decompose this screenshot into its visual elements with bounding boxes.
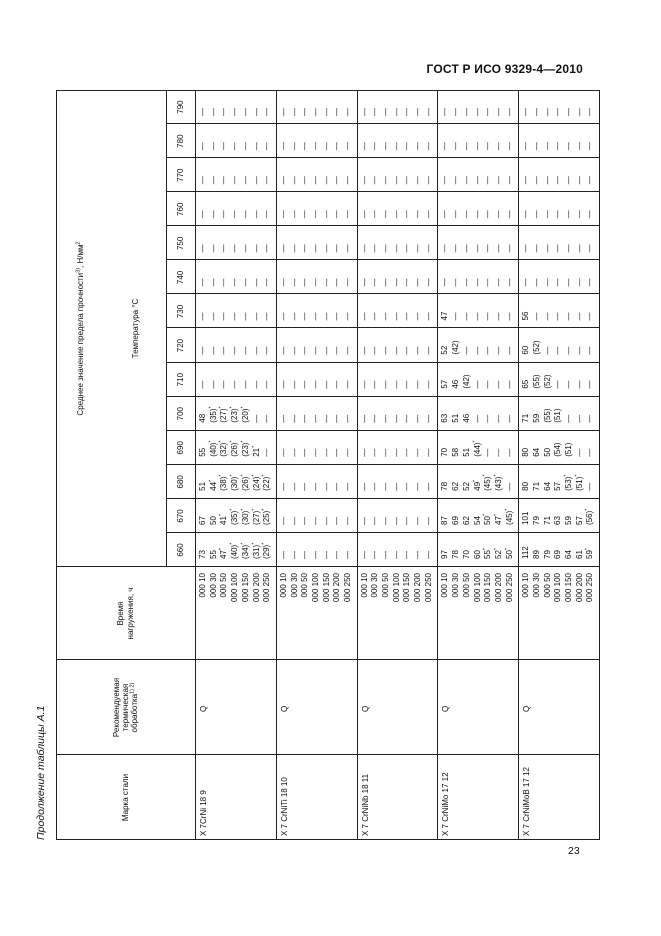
value-cell-2-730: — — — — — — — bbox=[359, 312, 433, 321]
value-cell-0-670: 67 50 41* (35)* (30)* (27)* (25)* bbox=[198, 508, 272, 525]
value-cell-4-740: — — — — — — — bbox=[521, 278, 595, 287]
value-cell-2-790: — — — — — — — bbox=[359, 108, 433, 117]
divider-temp-700 bbox=[166, 430, 600, 431]
heat-treatment-4: Q bbox=[522, 705, 532, 712]
value-cell-1-720: — — — — — — — bbox=[278, 346, 353, 355]
divider-temp-720 bbox=[166, 362, 600, 363]
value-cell-2-780: — — — — — — — bbox=[359, 142, 433, 151]
steel-grade-3: X 7 CrNiMo 17 12 bbox=[441, 772, 451, 836]
value-cell-0-690: 55 (40)* (32)* (26)* (23)* 21* — bbox=[198, 440, 272, 457]
value-cell-0-770: — — — — — — — bbox=[198, 176, 272, 185]
value-cell-3-730: 47 — — — — — — bbox=[440, 311, 514, 321]
value-cell-4-670: 101 79 71 63 59 57 (56)* bbox=[521, 508, 595, 525]
header-grade bbox=[56, 755, 195, 840]
value-cell-4-780: — — — — — — — bbox=[521, 142, 595, 151]
header-treatment-text: Рекомендуемая термическая обработка bbox=[111, 677, 140, 738]
header-time-label: Время нагружения, ч bbox=[116, 587, 135, 640]
value-cell-3-720: 52 (42) — — — — — bbox=[440, 340, 514, 355]
value-cell-1-740: — — — — — — — bbox=[278, 278, 353, 287]
header-strength-label bbox=[76, 241, 85, 415]
header-treatment-label bbox=[112, 666, 140, 749]
divider-temp-710 bbox=[166, 396, 600, 397]
value-cell-1-660: — — — — — — — bbox=[278, 551, 353, 559]
value-cell-3-680: 78 62 52 49* (45)* (43)* — bbox=[440, 474, 514, 491]
table-caption: Продолжение таблицы А.1 bbox=[35, 705, 47, 840]
table-border-top bbox=[56, 90, 57, 840]
header-temperature bbox=[106, 90, 166, 567]
value-cell-2-740: — — — — — — — bbox=[359, 278, 433, 287]
steel-grade-1: X 7 CrNiTi 18 10 bbox=[279, 777, 289, 836]
temp-header-770: 770 bbox=[175, 168, 185, 182]
value-cell-4-750: — — — — — — — bbox=[521, 244, 595, 253]
temp-header-790: 790 bbox=[175, 100, 185, 114]
divider-header bbox=[195, 90, 196, 840]
value-cell-1-670: — — — — — — — bbox=[278, 516, 353, 525]
value-cell-4-690: 80 64 50 (54) (51) — — bbox=[521, 442, 595, 457]
value-cell-0-720: — — — — — — — bbox=[198, 346, 272, 355]
value-cell-4-680: 80 71 64 57 (53)* (51)* — bbox=[521, 474, 595, 491]
temp-header-750: 750 bbox=[175, 236, 185, 251]
row-divider-4 bbox=[518, 90, 519, 840]
value-cell-4-720: 60 (52) — — — — — bbox=[521, 340, 595, 355]
value-cell-2-760: — — — — — — — bbox=[359, 210, 433, 219]
divider-temp-760 bbox=[166, 225, 600, 226]
value-cell-4-730: 56 — — — — — — bbox=[521, 311, 595, 321]
table-border-bottom bbox=[599, 90, 600, 840]
value-cell-1-710: — — — — — — — bbox=[278, 380, 353, 389]
temp-header-710: 710 bbox=[175, 372, 185, 387]
temp-header-720: 720 bbox=[175, 338, 185, 353]
divider-temp-780 bbox=[166, 157, 600, 158]
heat-treatment-0: Q bbox=[199, 705, 208, 712]
value-cell-3-770: — — — — — — — bbox=[440, 176, 514, 185]
header-strength bbox=[56, 90, 106, 567]
temp-header-660: 660 bbox=[175, 543, 185, 557]
divider-temp-730 bbox=[166, 328, 600, 329]
value-cell-1-690: — — — — — — — bbox=[278, 448, 353, 457]
rotated-page-content bbox=[30, 90, 595, 840]
value-cell-4-770: — — — — — — — bbox=[521, 176, 595, 185]
divider-temp-670 bbox=[166, 532, 600, 533]
row-divider-1 bbox=[276, 90, 277, 840]
value-cell-0-750: — — — — — — — bbox=[198, 244, 272, 253]
value-cell-3-710: 57 46 (42) — — — — bbox=[440, 374, 514, 389]
header-strength-units: , Н/мм bbox=[76, 244, 86, 268]
creep-strength-table: Марка стали Рекомендуемая термическая обработка$^{1) 2)}$ Время нагружения, ч Среднее значение предела прочности$^{3)}$, $Н/мм^2$ Температура °С 660 670 680 690 700 710 720 730 740 750 760 770 780 790 X 7CrNi 18 9 Q 10 000 30 000 50 000 100 000 150 000 200 000 250 000 73 55 47* (40)* (34)* (31)* (29)* 67 50 41* (35)* (30)* (27)* (25)* 51 44* (38)* (30)* (26)* (24)* (22)* 55 (40)* (32)* (26)* (23)* 21* — 48 (35)* (27)* (23)* (20)* — — — — — — — — — — — — — — — — — — — — — — — — — — — — — — — — — — — — — — — — — — — — — — — — — — — — — — — — — — — — — — — — — X 7 CrNiTi 18 10 Q 10 000 30 000 50 000 100 000 150 000 200 000 250 000 — — — — — — — — — — — — — — — — — — — — — — — — — — — — — — — — — — — — — — — — — — — — — — — — — — — — — — — — — — — — — — — — — — — — — — — — — — — — — — — — — — — — — — — — — — — — — — — — — — X 7 CrNiNb 18 11 Q 10 000 30 000 50 000 100 000 150 000 200 000 250 000 — — — — — — — — — — — — — — — — — — — — — — — — — — — — — — — — — — — — — — — — — — — — — — — — — — — — — — — — — — — — — — — — — — — — — — — — — — — — — — — — — — — — — — — — — — — — — — — — — — X 7 CrNiMo 17 12 Q 10 000 30 000 50 000 100 000 150 000 200 000 250 000 97 78 70 60 55* 52* 50* 87 69 62 54 50* 47* (45)* 78 62 52 49* (45)* (43)* — 70 58 51 (44)* — — — 63 51 46 — — — — 57 46 (42) — — — — 52 (42) — — — — — 47 — — — — — — — — — — — — — — — — — — — — — — — — — — — — — — — — — — — — — — — — — — — — — — — — X 7 CrNiMoB 17 12 Q 10 000 30 000 50 000 100 000 150 000 200 000 250 000 112 89 79 69 64 61 59* 101 79 71 63 59 57 (56)* 80 71 64 57 (53)* (51)* — 80 64 50 (54) (51) — — 71 59 (55) (51) — — — 65 (55) (52) — — — — 60 (52) — — — — — 56 — — — — — — — — — — — — — — — — — — — — — — — — — — — — — — — — — — — — — — — — — — — — — — — — bbox=[56, 90, 600, 840]
temp-header-730: 730 bbox=[175, 304, 185, 319]
value-cell-4-710: 65 (55) (52) — — — — bbox=[521, 374, 595, 389]
heat-treatment-1: Q bbox=[279, 705, 289, 712]
divider-temp-770 bbox=[166, 191, 600, 192]
header-treatment-sup: 1) 2) bbox=[129, 682, 136, 694]
value-cell-1-750: — — — — — — — bbox=[278, 244, 353, 253]
header-treatment bbox=[56, 660, 195, 755]
document-header: ГОСТ Р ИСО 9329-4—2010 bbox=[426, 62, 583, 76]
value-cell-3-760: — — — — — — — bbox=[440, 210, 514, 219]
value-cell-0-680: 51 44* (38)* (30)* (26)* (24)* (22)* bbox=[198, 474, 272, 491]
temp-header-680: 680 bbox=[175, 475, 185, 489]
header-strength-units-sup: 2 bbox=[75, 241, 82, 245]
header-grade-label: Марка стали bbox=[120, 773, 130, 822]
temp-header-700: 700 bbox=[175, 407, 185, 421]
divider-temp-750 bbox=[166, 259, 600, 260]
value-cell-4-760: — — — — — — — bbox=[521, 210, 595, 219]
value-cell-2-660: — — — — — — — bbox=[359, 551, 433, 559]
heat-treatment-2: Q bbox=[360, 705, 370, 712]
value-cell-3-690: 70 58 51 (44)* — — — bbox=[440, 440, 514, 457]
temp-header-690: 690 bbox=[175, 441, 185, 455]
value-cell-2-710: — — — — — — — bbox=[359, 380, 433, 389]
steel-grade-2: X 7 CrNiNb 18 11 bbox=[360, 773, 370, 836]
value-cell-1-760: — — — — — — — bbox=[278, 210, 353, 219]
value-cell-0-660: 73 55 47* (40)* (34)* (31)* (29)* bbox=[198, 542, 272, 559]
value-cell-0-780: — — — — — — — bbox=[198, 142, 272, 151]
value-cell-0-700: 48 (35)* (27)* (23)* (20)* — — bbox=[198, 406, 272, 423]
value-cell-2-670: — — — — — — — bbox=[359, 516, 433, 525]
value-cell-2-700: — — — — — — — bbox=[359, 414, 433, 423]
value-cell-0-760: — — — — — — — bbox=[198, 210, 272, 219]
temp-header-740: 740 bbox=[175, 270, 185, 285]
value-cell-0-730: — — — — — — — bbox=[198, 312, 272, 321]
temp-header-760: 760 bbox=[175, 202, 185, 216]
divider-temp-740 bbox=[166, 293, 600, 294]
value-cell-1-680: — — — — — — — bbox=[278, 482, 353, 491]
value-cell-3-780: — — — — — — — bbox=[440, 142, 514, 151]
value-cell-1-700: — — — — — — — bbox=[278, 414, 353, 423]
value-cell-3-700: 63 51 46 — — — — bbox=[440, 413, 514, 423]
value-cell-1-790: — — — — — — — bbox=[278, 108, 353, 117]
temp-header-670: 670 bbox=[175, 509, 185, 523]
value-cell-2-690: — — — — — — — bbox=[359, 448, 433, 457]
header-strength-text: Среднее значение предела прочности bbox=[76, 272, 86, 416]
value-cell-2-750: — — — — — — — bbox=[359, 244, 433, 253]
value-cell-4-660: 112 89 79 69 64 61 59* bbox=[521, 546, 595, 559]
value-cell-1-730: — — — — — — — bbox=[278, 312, 353, 321]
value-cell-3-750: — — — — — — — bbox=[440, 244, 514, 253]
header-strength-sup: 3) bbox=[75, 267, 82, 273]
value-cell-3-660: 97 78 70 60 55* 52* 50* bbox=[440, 547, 514, 559]
row-divider-3 bbox=[437, 90, 438, 840]
table-area bbox=[30, 90, 595, 840]
steel-grade-4: X 7 CrNiMoB 17 12 bbox=[522, 767, 532, 836]
value-cell-2-680: — — — — — — — bbox=[359, 482, 433, 491]
value-cell-0-790: — — — — — — — bbox=[198, 108, 272, 117]
value-cell-2-720: — — — — — — — bbox=[359, 346, 433, 355]
value-cell-0-710: — — — — — — — bbox=[198, 380, 272, 389]
value-cell-4-700: 71 59 (55) (51) — — — bbox=[521, 408, 595, 423]
value-cell-3-790: — — — — — — — bbox=[440, 108, 514, 117]
value-cell-3-670: 87 69 62 54 50* 47* (45)* bbox=[440, 508, 514, 525]
divider-temp-690 bbox=[166, 464, 600, 465]
value-cell-1-780: — — — — — — — bbox=[278, 142, 353, 151]
page-number: 23 bbox=[568, 845, 580, 857]
header-temperature-label: Температура °С bbox=[131, 298, 141, 359]
divider-temp-790 bbox=[166, 123, 600, 124]
temp-header-780: 780 bbox=[175, 134, 185, 148]
value-cell-1-770: — — — — — — — bbox=[278, 176, 353, 185]
row-divider-2 bbox=[357, 90, 358, 840]
header-time bbox=[56, 567, 195, 660]
value-cell-2-770: — — — — — — — bbox=[359, 176, 433, 185]
value-cell-3-740: — — — — — — — bbox=[440, 278, 514, 287]
heat-treatment-3: Q bbox=[441, 705, 451, 712]
value-cell-0-740: — — — — — — — bbox=[198, 278, 272, 287]
value-cell-4-790: — — — — — — — bbox=[521, 108, 595, 117]
steel-grade-0: X 7CrNi 18 9 bbox=[199, 790, 208, 836]
divider-temp-680 bbox=[166, 498, 600, 499]
